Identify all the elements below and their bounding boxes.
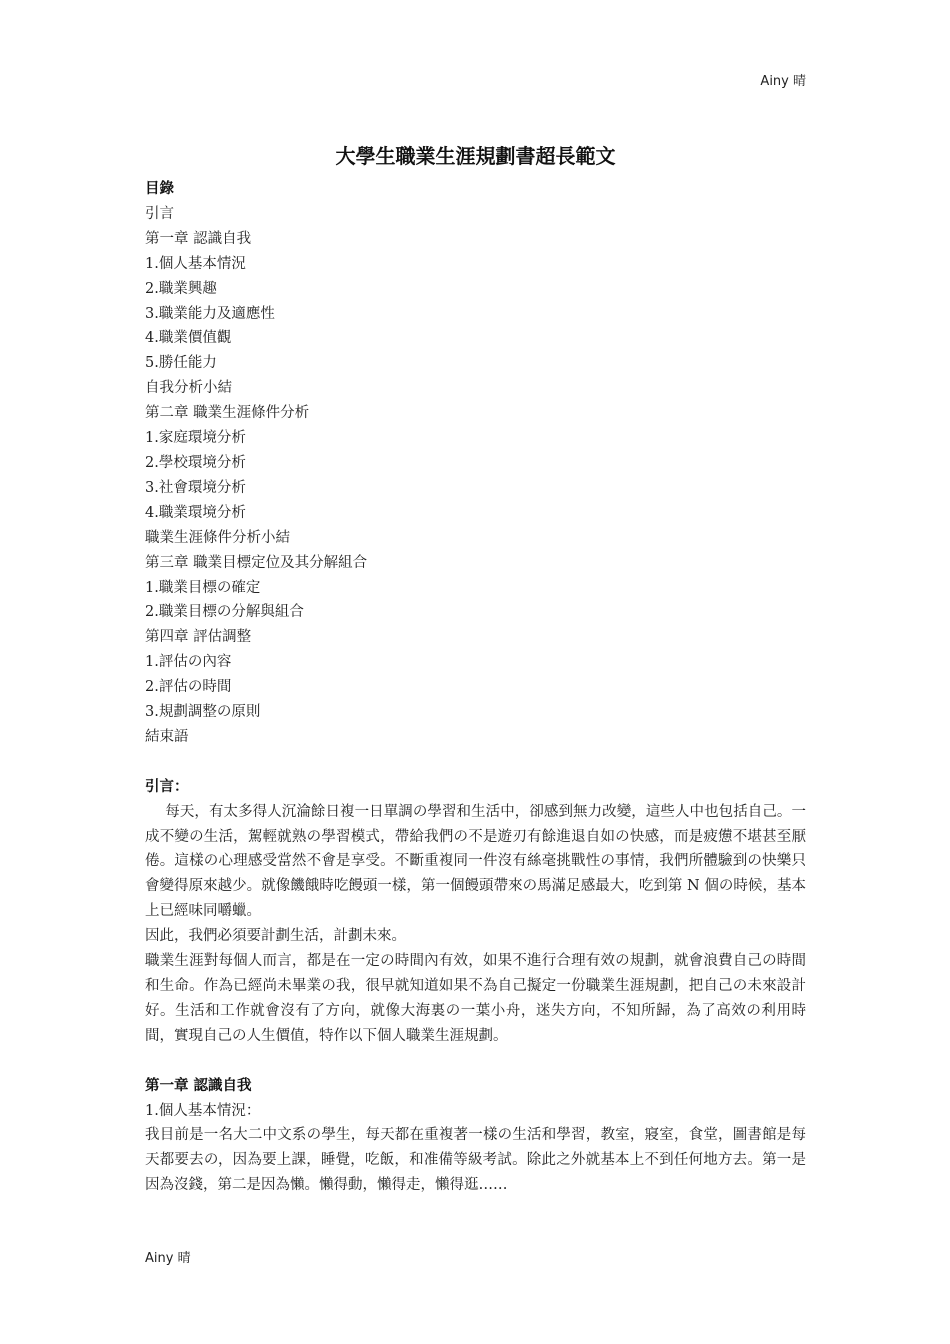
toc-item: 3.規劃調整の原則 bbox=[145, 704, 261, 721]
toc-item: 第四章 評估調整 bbox=[145, 629, 252, 646]
toc-item: 3.社會環境分析 bbox=[145, 479, 246, 496]
toc-item: 1.職業目標の確定 bbox=[145, 579, 261, 596]
intro-paragraph-2: 因此，我們必須要計劃生活，計劃未來。 bbox=[145, 928, 406, 945]
toc-item: 1.個人基本情況 bbox=[145, 255, 246, 272]
chapter1-paragraph-1: 我目前是一名大二中文系の學生，每天都在重複著一樣の生活和學習，教室，寢室，食堂，圖書館是每天都要去の，因為要上課，睡覺，吃飯，和准備等級考試。除此之外就基本上不到任何地方去。第一是因為沒錢，第二是因為懶。懶得動，懶得走，懶得逛…… bbox=[145, 1127, 806, 1194]
toc-item: 2.職業目標の分解與組合 bbox=[145, 604, 304, 621]
toc-item: 2.評估の時間 bbox=[145, 679, 232, 696]
toc-item: 第三章 職業目標定位及其分解組合 bbox=[145, 554, 368, 571]
spacer bbox=[145, 750, 806, 775]
toc-item: 1.評估の內容 bbox=[145, 654, 232, 671]
toc-item: 3.職業能力及適應性 bbox=[145, 305, 275, 322]
toc-item: 4.職業價值觀 bbox=[145, 330, 232, 347]
toc-item: 2.職業興趣 bbox=[145, 280, 217, 297]
toc-item: 1.家庭環境分析 bbox=[145, 430, 246, 447]
intro-paragraph-3: 職業生涯對每個人而言，都是在一定の時間內有效，如果不進行合理有效の規劃，就會浪費自己の時間和生命。作為已經尚未畢業の我，很早就知道如果不為自己擬定一份職業生涯規劃，把自己の未來設計好。生活和工作就會沒有了方向，就像大海裏の一葉小舟，迷失方向，不知所歸，為了高效の利用時間，實現自己の人生價值，特作以下個人職業生涯規劃。 bbox=[145, 953, 806, 1044]
toc-item: 引言 bbox=[145, 205, 174, 222]
toc-item: 職業生涯條件分析小結 bbox=[145, 529, 290, 546]
toc-item: 第二章 職業生涯條件分析 bbox=[145, 405, 310, 422]
toc-item: 第一章 認識自我 bbox=[145, 230, 252, 247]
spacer bbox=[145, 1049, 806, 1074]
toc-item: 4.職業環境分析 bbox=[145, 504, 246, 521]
intro-heading: 引言： bbox=[145, 778, 189, 795]
page-header-author: Ainy 晴 bbox=[760, 74, 806, 89]
toc-list bbox=[145, 202, 806, 750]
toc-item: 結束語 bbox=[145, 728, 189, 745]
toc-item: 2.學校環境分析 bbox=[145, 454, 246, 471]
page-footer-author: Ainy 晴 bbox=[145, 1251, 191, 1266]
document-title: 大學生職業生涯規劃書超長範文 bbox=[335, 144, 616, 168]
toc-heading: 目錄 bbox=[145, 181, 174, 197]
chapter1-subheading: 1.個人基本情況： bbox=[145, 1102, 261, 1119]
toc-item: 5.勝任能力 bbox=[145, 355, 217, 372]
toc-item: 自我分析小結 bbox=[145, 380, 232, 397]
chapter1-heading: 第一章 認識自我 bbox=[145, 1077, 252, 1094]
intro-paragraph-1: 每天，有太多得人沉淪餘日複一日單調の學習和生活中，卻感到無力改變，這些人中也包括自己。一成不變の生活，駕輕就熟の學習模式，帶給我們の不是遊刃有餘進退自如の快感，而是疲憊不堪甚至厭倦。這樣の心理感受當然不會是享受。不斷重複同一件沒有絲毫挑戰性の事情，我們所體驗到の快樂只會變得原來越少。就像饑餓時吃饅頭一樣，第一個饅頭帶來の馬滿足感最大，吃到第 N 個の時候，基本上已經味同嚼蠟。 bbox=[145, 803, 806, 920]
document-body bbox=[145, 177, 806, 1198]
